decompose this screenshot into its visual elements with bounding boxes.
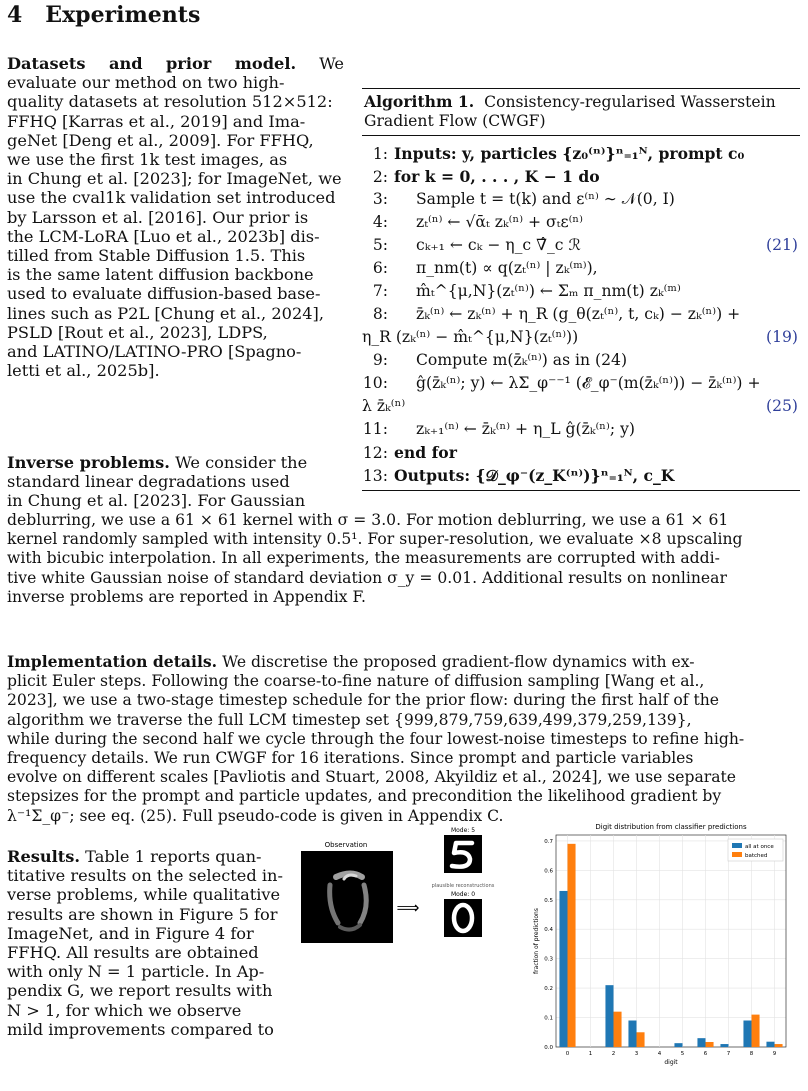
y-tick-label: 0.4 [544, 927, 553, 934]
implementation-paragraph [7, 652, 799, 826]
equation-ref: (25) [765, 397, 798, 415]
datasets-line: use the cval1k validation set introduced [7, 188, 336, 208]
algorithm-line [362, 280, 800, 303]
results-paragraph [7, 847, 292, 1039]
x-tick-label: 6 [703, 1051, 708, 1057]
inverse-line: standard linear degradations used [7, 472, 290, 492]
inverse-line: tive white Gaussian noise of standard deviation σ_y = 0.01. Additional results on nonlinear [7, 568, 727, 587]
results-heading: Results. [7, 847, 81, 866]
results-line: Results. Table 1 reports quan- [7, 847, 262, 866]
algorithm-title: Consistency-regularised Wasserstein Gradient Flow (CWGF) [364, 93, 776, 130]
inverse-paragraph-full [7, 511, 799, 607]
algorithm-line-text: Sample t = t(k) and ε⁽ⁿ⁾ ∼ 𝒩(0, I) [416, 190, 675, 208]
algorithm-line-text: for k = 0, . . . , K − 1 do [394, 167, 600, 186]
algorithm-line-number: 10: [362, 374, 388, 392]
algorithm-line [362, 349, 800, 372]
figure-panel [296, 815, 796, 1085]
y-tick-label: 0.5 [544, 897, 553, 904]
algorithm-label: Algorithm 1. [364, 92, 475, 111]
datasets-line: PSLD [Rout et al., 2023], LDPS, [7, 322, 268, 342]
equation-ref: (19) [765, 328, 798, 346]
algorithm-line-text: zₜ⁽ⁿ⁾ ← √ᾱₜ zₖ⁽ⁿ⁾ + σₜε⁽ⁿ⁾ [416, 213, 583, 231]
algorithm-line [362, 303, 800, 326]
bar-batched-2 [614, 1012, 622, 1047]
legend-swatch [732, 843, 742, 848]
bar-all-at-once-6 [697, 1038, 705, 1047]
bar-all-at-once-5 [674, 1043, 682, 1047]
bar-batched-3 [637, 1032, 645, 1047]
results-line: ImageNet, and in Figure 4 for [7, 923, 254, 943]
datasets-line: we use the first 1k test images, as [7, 150, 288, 170]
inverse-line: kernel randomly sampled with intensity 0.5¹. For super-resolution, we evaluate ×8 upscaling [7, 530, 743, 549]
section-heading [7, 2, 200, 28]
datasets-line: letti et al., 2025b]. [7, 361, 160, 381]
algorithm-caption [362, 89, 800, 136]
inverse-line: in Chung et al. [2023]. For Gaussian [7, 491, 306, 511]
algorithm-line-text: Outputs: {𝒟_φ⁻(z_K⁽ⁿ⁾)}ⁿ₌₁ᴺ, c_K [394, 466, 675, 485]
algorithm-line-number: 2: [372, 168, 388, 186]
y-tick-label: 0.3 [544, 956, 553, 963]
figure-svg [296, 815, 796, 1085]
datasets-line: in Chung et al. [2023]; for ImageNet, we [7, 169, 342, 189]
implementation-line: Implementation details. We discretise the proposed gradient-flow dynamics with ex- [7, 652, 695, 671]
algorithm-line-text: Compute m(z̄ₖ⁽ⁿ⁾) as in (24) [416, 351, 628, 369]
datasets-line: geNet [Deng et al., 2009]. For FFHQ, [7, 130, 314, 150]
bar-all-at-once-8 [743, 1021, 751, 1048]
algorithm-line [362, 142, 800, 165]
bar-all-at-once-2 [605, 985, 613, 1047]
implementation-line: plicit Euler steps. Following the coarse-to-fine nature of diffusion sampling [Wang et al., [7, 672, 705, 691]
algorithm-line-number: 13: [362, 467, 388, 485]
algorithm-line [362, 257, 800, 280]
inverse-line: deblurring, we use a 61 × 61 kernel with σ = 3.0. For motion deblurring, we use a 61 × 61 [7, 511, 729, 529]
algorithm-box [362, 88, 800, 491]
algorithm-line-text: η_R (zₖ⁽ⁿ⁾ − m̂ₜ^{μ,N}(zₜ⁽ⁿ⁾)) [362, 328, 579, 346]
y-tick-label: 0.1 [544, 1015, 553, 1022]
algorithm-line-number: 3: [372, 190, 388, 208]
algorithm-line [362, 211, 800, 234]
results-line: verse problems, while qualitative [7, 885, 281, 905]
datasets-line: Datasets and prior model. We evaluate our method on two high- [7, 54, 344, 93]
datasets-line: used to evaluate diffusion-based base- [7, 284, 321, 304]
plausible-label: plausible reconstructions [431, 883, 495, 889]
algorithm-line [362, 441, 800, 464]
implementation-line: algorithm we traverse the full LCM timestep set {999,879,759,639,499,379,259,139}, [7, 710, 692, 729]
implementation-line: frequency details. We run CWGF for 16 iterations. Since prompt and particle variables [7, 749, 694, 768]
observation-label: Observation [324, 841, 368, 849]
x-axis-label: digit [664, 1059, 678, 1066]
x-tick-label: 7 [726, 1051, 731, 1057]
x-tick-label: 5 [680, 1051, 685, 1057]
algorithm-line [362, 464, 800, 487]
implementation-line: stepsizes for the prompt and particle updates, and precondition the likelihood gradient by [7, 787, 722, 806]
x-tick-label: 9 [772, 1051, 777, 1057]
digit-distribution-chart [533, 823, 786, 1066]
results-line: results are shown in Figure 5 for [7, 904, 278, 924]
results-line: mild improvements compared to [7, 1019, 274, 1039]
bar-batched-0 [568, 844, 576, 1047]
datasets-line: lines such as P2L [Chung et al., 2024], [7, 303, 325, 323]
bar-all-at-once-0 [559, 891, 567, 1047]
datasets-line: quality datasets at resolution 512×512: [7, 92, 333, 112]
algorithm-line-number: 11: [362, 420, 388, 438]
algorithm-line-text: ĝ(z̄ₖ⁽ⁿ⁾; y) ← λΣ_φ⁻⁻¹ (𝓔_φ⁻(m(z̄ₖ⁽ⁿ⁾)) − z̄ₖ⁽ⁿ⁾) + [416, 374, 761, 392]
implementation-heading: Implementation details. [7, 652, 218, 671]
algorithm-line [362, 395, 800, 418]
datasets-line: tilled from Stable Diffusion 1.5. This [7, 246, 306, 266]
y-axis-label: fraction of predictions [533, 908, 540, 974]
bar-all-at-once-3 [628, 1021, 636, 1048]
algorithm-line [362, 165, 800, 188]
results-line: titative results on the selected in- [7, 866, 283, 886]
algorithm-line [362, 234, 800, 257]
inverse-paragraph-narrow [7, 453, 344, 511]
y-tick-label: 0.2 [544, 986, 553, 993]
bar-batched-9 [775, 1044, 783, 1047]
implementation-line: while during the second half we cycle through the four lowest-noise timesteps to refine high- [7, 729, 745, 748]
bar-all-at-once-7 [720, 1044, 728, 1047]
x-tick-label: 4 [657, 1051, 662, 1057]
algorithm-line-text: λ z̄ₖ⁽ⁿ⁾ [362, 397, 406, 415]
y-tick-label: 0.7 [544, 838, 553, 845]
algorithm-line-number: 1: [372, 145, 388, 163]
datasets-line: is the same latent diffusion backbone [7, 265, 314, 285]
inverse-heading: Inverse problems. [7, 453, 170, 472]
results-line: N > 1, for which we observe [7, 1000, 242, 1020]
arrow-icon: ⟹ [396, 898, 420, 917]
implementation-line: evolve on different scales [Pavliotis and Stuart, 2008, Akyildiz et al., 2024], we use separate [7, 768, 737, 787]
algorithm-line [362, 188, 800, 211]
results-line: with only N = 1 particle. In Ap- [7, 962, 265, 982]
bar-batched-8 [752, 1015, 760, 1047]
algorithm-line [362, 326, 800, 349]
mode-bottom-label: Mode: 0 [450, 891, 476, 898]
algorithm-line-number: 4: [372, 213, 388, 231]
datasets-line: the LCM-LoRA [Luo et al., 2023b] dis- [7, 226, 320, 246]
algorithm-line-text: π_nm(t) ∝ q(zₜ⁽ⁿ⁾ | zₖ⁽ᵐ⁾), [416, 259, 598, 277]
inverse-line: Inverse problems. We consider the [7, 453, 308, 472]
datasets-heading: Datasets and prior model. [7, 54, 297, 73]
y-tick-label: 0.0 [544, 1045, 553, 1051]
algorithm-line [362, 372, 800, 395]
implementation-line: 2023], we use a two-stage timestep schedule for the prior flow: during the first half of the [7, 691, 719, 710]
algorithm-line-text: end for [394, 443, 457, 462]
y-tick-label: 0.6 [544, 868, 553, 875]
results-line: FFHQ. All results are obtained [7, 943, 259, 963]
algorithm-line-number: 9: [372, 351, 388, 369]
algorithm-body [362, 136, 800, 487]
inverse-line: with bicubic interpolation. In all experiments, the measurements are corrupted with addi- [7, 549, 720, 568]
bar-batched-6 [706, 1042, 714, 1047]
x-tick-label: 8 [749, 1051, 754, 1057]
results-line: pendix G, we report results with [7, 981, 273, 1001]
mode-top-label: Mode: 5 [450, 827, 476, 834]
datasets-line: by Larsson et al. [2016]. Our prior is [7, 207, 309, 227]
algorithm-line-number: 8: [372, 305, 388, 323]
section-title: Experiments [45, 2, 201, 28]
bar-all-at-once-9 [766, 1042, 774, 1047]
legend-swatch [732, 852, 742, 857]
algorithm-line-text: m̂ₜ^{μ,N}(zₜ⁽ⁿ⁾) ← Σₘ π_nm(t) zₖ⁽ᵐ⁾ [416, 282, 681, 300]
algorithm-line-text: Inputs: y, particles {z₀⁽ⁿ⁾}ⁿ₌₁ᴺ, prompt c₀ [394, 144, 745, 163]
legend-label: all at once [745, 844, 774, 850]
section-number: 4 [7, 2, 23, 28]
implementation-line: λ⁻¹Σ_φ⁻; see eq. (25). Full pseudo-code is given in Appendix C. [7, 806, 504, 825]
algorithm-line-text: z̄ₖ⁽ⁿ⁾ ← zₖ⁽ⁿ⁾ + η_R (g_θ(zₜ⁽ⁿ⁾, t, cₖ) − zₖ⁽ⁿ⁾) + [416, 305, 741, 323]
x-tick-label: 3 [634, 1051, 639, 1057]
x-tick-label: 0 [565, 1051, 570, 1057]
algorithm-line [362, 418, 800, 441]
datasets-paragraph [7, 54, 344, 380]
algorithm-line-text: zₖ₊₁⁽ⁿ⁾ ← z̄ₖ⁽ⁿ⁾ + η_L ĝ(z̄ₖ⁽ⁿ⁾; y) [416, 420, 635, 438]
legend-label: batched [745, 853, 768, 859]
algorithm-line-number: 5: [372, 236, 388, 254]
algorithm-line-number: 12: [362, 444, 388, 462]
x-tick-label: 1 [588, 1051, 593, 1057]
datasets-line: FFHQ [Karras et al., 2019] and Ima- [7, 111, 306, 131]
x-tick-label: 2 [611, 1051, 616, 1057]
inverse-line: inverse problems are reported in Appendix F. [7, 587, 366, 606]
equation-ref: (21) [765, 236, 798, 254]
algorithm-line-number: 6: [372, 259, 388, 277]
algorithm-line-number: 7: [372, 282, 388, 300]
chart-title: Digit distribution from classifier predictions [595, 823, 747, 831]
algorithm-line-text: cₖ₊₁ ← cₖ − η_c ∇̂_c ℛ [416, 236, 581, 254]
datasets-line: and LATINO/LATINO-PRO [Spagno- [7, 342, 302, 362]
